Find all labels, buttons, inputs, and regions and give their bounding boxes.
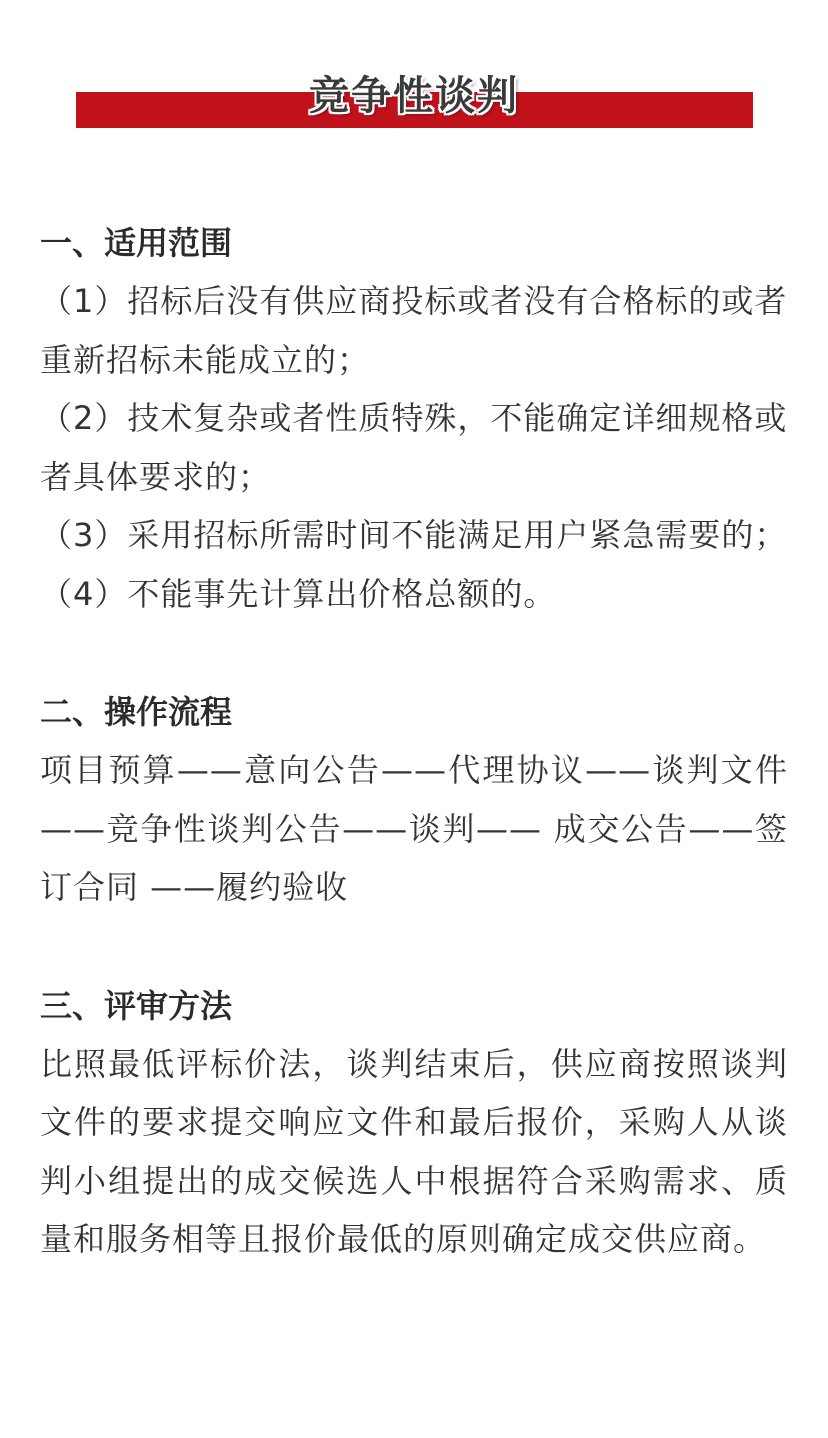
process-flow-text: 项目预算——意向公告——代理协议——谈判文件——竞争性谈判公告——谈判—— 成交公告——签订合同 ——履约验收: [40, 751, 788, 906]
section-process: [40, 683, 788, 917]
section-heading: 一、适用范围: [40, 224, 233, 262]
evaluation-method-text: 比照最低评标价法，谈判结束后，供应商按照谈判文件的要求提交响应文件和最后报价，采购人从谈判小组提出的成交候选人中根据符合采购需求、质量和服务相等且报价最低的原则确定成交供应商。: [40, 1044, 788, 1258]
section-evaluation: [40, 977, 788, 1269]
section-scope: [40, 214, 788, 623]
scope-item-1: （1）招标后没有供应商投标或者没有合格标的或者重新招标未能成立的；: [40, 282, 788, 379]
page-title: 竞争性谈判: [309, 73, 519, 119]
scope-item-4: （4）不能事先计算出价格总额的。: [40, 574, 557, 613]
scope-item-2: （2）技术复杂或者性质特殊，不能确定详细规格或者具体要求的；: [40, 399, 788, 496]
document-body: [40, 214, 788, 1269]
section-heading: 三、评审方法: [40, 986, 233, 1025]
section-heading: 二、操作流程: [40, 693, 233, 731]
scope-item-3: （3）采用招标所需时间不能满足用户紧急需要的；: [40, 516, 788, 554]
title-banner: [0, 66, 828, 136]
